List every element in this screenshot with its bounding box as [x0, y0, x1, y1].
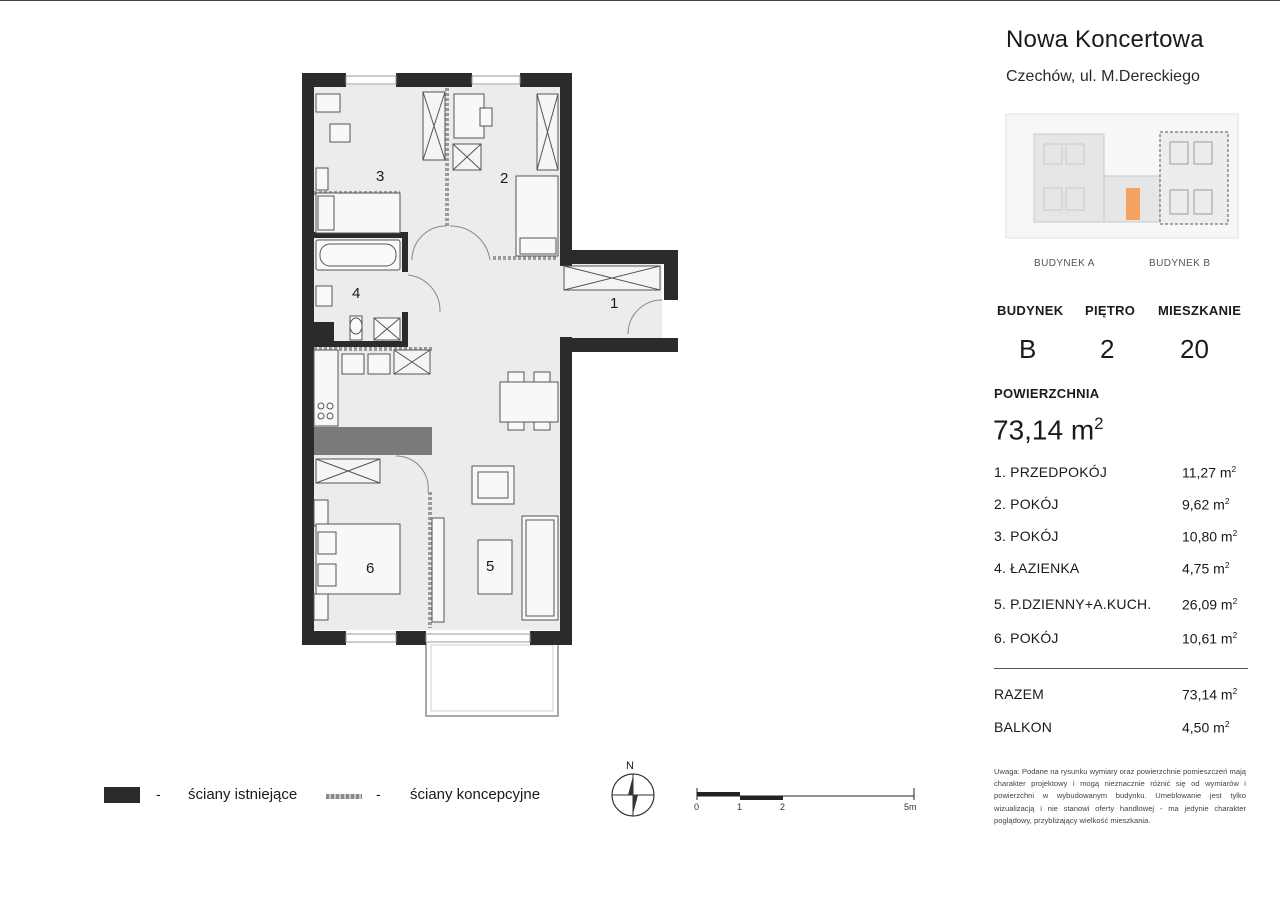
building-a-label: BUDYNEK A [1034, 258, 1095, 269]
room-name: 1. PRZEDPOKÓJ [994, 464, 1108, 480]
interior-walls [314, 427, 432, 455]
building-value: B [1019, 334, 1037, 364]
legend-existing-label: ściany istniejące [188, 786, 298, 803]
compass-north-label: N [626, 760, 634, 772]
floor-label: PIĘTRO [1085, 303, 1136, 318]
total-name: RAZEM [994, 686, 1044, 702]
divider [994, 668, 1248, 669]
legend-dash: - [156, 786, 161, 802]
scale-tick: 2 [780, 802, 786, 812]
legend-dash: - [376, 786, 381, 802]
disclaimer-note: Uwaga: Podane na rysunku wymiary oraz powierzchnie pomieszczeń mają charakter projektowy i mogą nieznacznie różnić się od wymiarów i powierzchni w wybudowanym budynku. Umeblowanie jest tylko wizualizacją i nie stanowi oferty handlowej - ma jedynie charakter poglądowy, przybliżający wielkość mieszkania. [994, 767, 1246, 825]
room-name: 3. POKÓJ [994, 528, 1059, 544]
balcony-outline [426, 640, 558, 716]
compass-icon [612, 774, 654, 816]
room-area: 10,61 $m^2$ [1182, 630, 1238, 647]
site-key-map [1004, 110, 1240, 246]
scale-tick: 5m [904, 802, 917, 812]
legend-concept-swatch [326, 794, 362, 799]
apartment-value: 20 [1180, 334, 1209, 364]
room-label-3: 3 [376, 168, 385, 185]
area-value: 73,14 $m^2$ [993, 414, 1104, 446]
room-area: 26,09 $m^2$ [1182, 596, 1238, 613]
room-area: 10,80 $m^2$ [1182, 528, 1238, 545]
floor-value: 2 [1100, 334, 1115, 364]
room-label-2: 2 [500, 170, 509, 187]
room-label-4: 4 [352, 285, 361, 302]
room-label-5: 5 [486, 558, 495, 575]
balcony-area: 4,50 $m^2$ [1182, 719, 1230, 736]
legend-concept-label: ściany koncepcyjne [410, 786, 541, 803]
scale-tick: 0 [694, 802, 700, 812]
project-title: Nowa Koncertowa [1006, 26, 1204, 53]
total-area: 73,14 $m^2$ [1182, 686, 1238, 703]
building-b-label: BUDYNEK B [1149, 258, 1211, 269]
scale-bar [697, 788, 914, 800]
room-name: 4. ŁAZIENKA [994, 560, 1080, 576]
room-name: 2. POKÓJ [994, 496, 1059, 512]
project-subtitle: Czechów, ul. M.Dereckiego [1006, 68, 1200, 85]
building-label: BUDYNEK [997, 303, 1064, 318]
room-label-6: 6 [366, 560, 375, 577]
room-name: 6. POKÓJ [994, 630, 1059, 646]
apartment-label: MIESZKANIE [1158, 303, 1242, 318]
scale-tick: 1 [737, 802, 743, 812]
room-area: 4,75 $m^2$ [1182, 560, 1230, 577]
room-name: 5. P.DZIENNY+A.KUCH. [994, 596, 1152, 612]
balcony-name: BALKON [994, 719, 1052, 735]
room-area: 9,62 $m^2$ [1182, 496, 1230, 513]
balcony-railing [431, 645, 553, 711]
legend-existing-swatch [104, 787, 140, 803]
room-label-1: 1 [610, 295, 619, 312]
apartment-highlight [1126, 188, 1140, 220]
area-label: POWIERZCHNIA [994, 386, 1100, 401]
room-area: 11,27 $m^2$ [1182, 464, 1237, 481]
